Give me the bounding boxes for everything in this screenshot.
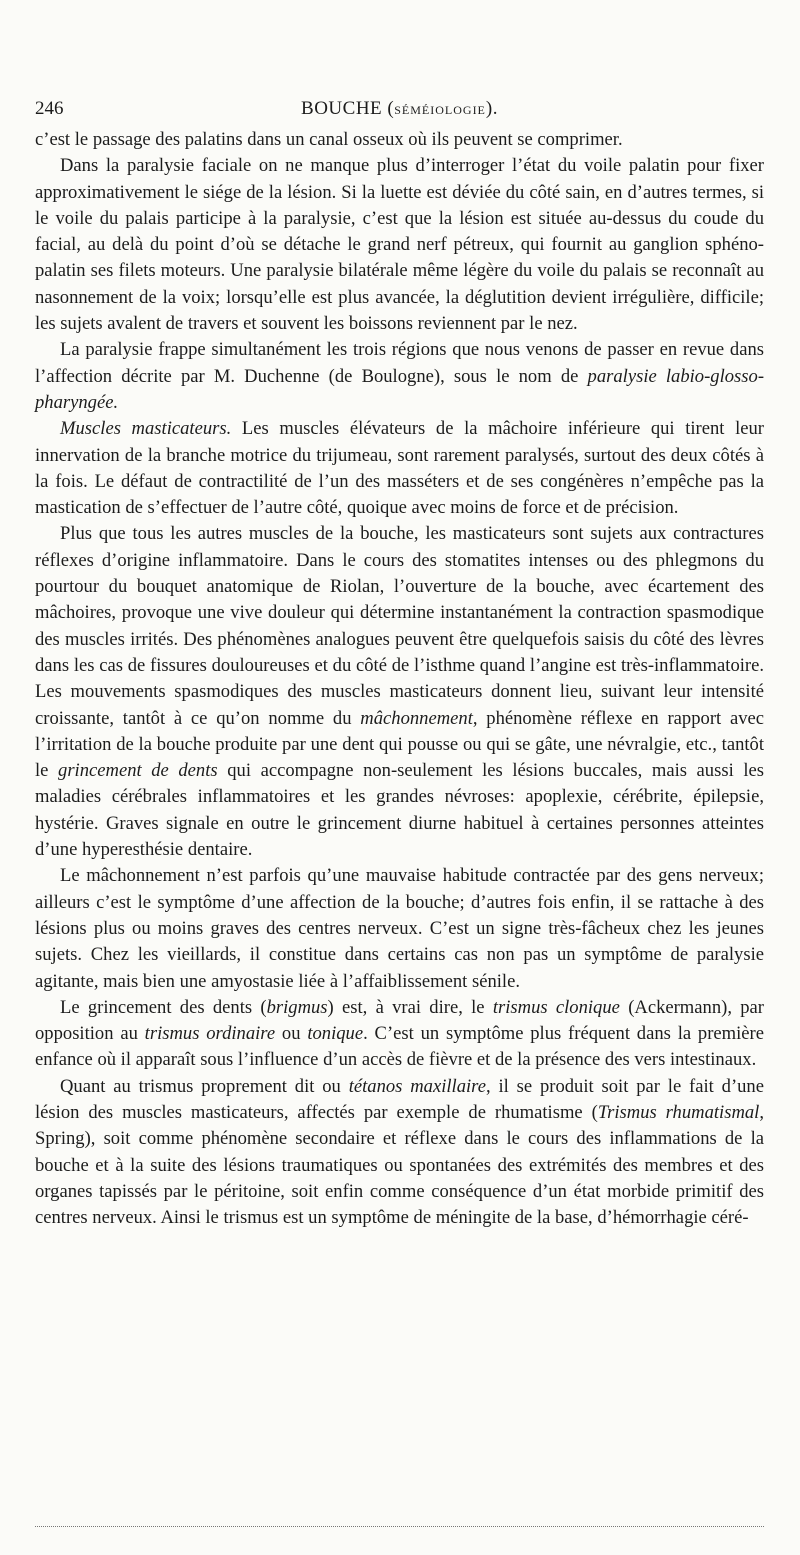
italic-text: trismus clonique (492, 996, 620, 1018)
italic-text: grincement de dents (58, 760, 218, 782)
page-number: 246 (35, 98, 64, 119)
text-run: , Spring), soit comme phénomène secondaire et réflexe dans le cours des inflammations de la bouche et à la suite des lésions traumatiques ou spontanées des extrémités des membres et des organes tapissés par le péritoine, soit enfin comme conséquence d’un état morbide primitif des centres nerveux. Ainsi le trismus est un symptôme de méningite de la base, d’hémorrhagie céré- (35, 1101, 764, 1229)
italic-text: brigmus (266, 996, 328, 1018)
paragraph (35, 153, 764, 337)
paragraph (35, 416, 764, 521)
text-run: . C’est un symptôme plus fréquent dans la première enfance où il apparaît sous l’influence d’un accès de fièvre et de la présence des vers intestinaux. (35, 1023, 764, 1071)
text-run: La paralysie frappe simultanément les trois régions que nous venons de passer en revue dans l’affection décrite par M. Duchenne (de Boulogne), sous le nom de (35, 339, 764, 387)
italic-text: tétanos maxillaire (348, 1075, 486, 1097)
paragraph (35, 1074, 764, 1232)
running-title-sub: SÉMÉIOLOGIE (394, 103, 486, 117)
italic-text: trismus ordinaire (144, 1023, 276, 1045)
paragraph (35, 995, 764, 1074)
paragraph (35, 127, 764, 153)
running-title: BOUCHE (SÉMÉIOLOGIE). (301, 98, 498, 119)
text-run: Quant au trismus proprement dit ou (60, 1075, 349, 1097)
text-run: Les muscles élévateurs de la mâchoire inférieure qui tirent leur innervation de la branche motrice du trijumeau, sont rarement paralysés, surtout des deux côtés à la fois. Le défaut de contractilité de l’un des masséters et de ses congénères n’empêche pas la mastication de s’effectuer de l’autre côté, quoique avec moins de force et de précision. (35, 418, 764, 519)
paragraph (35, 337, 764, 416)
text-run: Plus que tous les autres muscles de la bouche, les masticateurs sont sujets aux contractures réflexes d’origine inflammatoire. Dans le cours des stomatites intenses ou des phlegmons du pourtour du bouquet anatomique de Riolan, l’ouverture de la bouche, avec écartement des mâchoires, provoque une vive douleur qui détermine instantanément la contraction spasmodique des muscles irrités. Des phénomènes analogues peuvent être quelquefois saisis du côté des lèvres dans les cas de fissures douloureuses et du côté de l’isthme quand l’angine est très-inflammatoire. Les mouvements spasmodiques des muscles masticateurs donnent lieu, suivant leur intensité croissante, tantôt à ce qu’on nomme du (35, 523, 764, 729)
italic-text: Trismus rhumatismal (597, 1101, 760, 1123)
text-run: , phénomène réflexe en rapport avec l’irritation de la bouche produite par une dent qui pousse ou qui se gâte, une névralgie, etc., tantôt le (35, 707, 765, 782)
text-run: ) est, à vrai dire, le (327, 996, 493, 1018)
running-title-main: BOUCHE (301, 98, 383, 119)
text-run: qui accompagne non-seulement les lésions buccales, mais aussi les maladies cérébrales inflammatoires et les grandes névroses: apoplexie, cérébrite, épilepsie, hystérie. Graves signale en outre le grincement diurne habituel à certaines personnes atteintes d’une hyperesthésie dentaire. (35, 760, 764, 861)
italic-text: Muscles masticateurs. (60, 418, 232, 440)
text-run: , il se produit soit par le fait d’une lésion des muscles masticateurs, affectés par exemple de rhumatisme ( (35, 1075, 764, 1123)
paragraph (35, 521, 764, 863)
body-text (35, 127, 764, 1231)
text-run: c’est le passage des palatins dans un canal osseux où ils peuvent se comprimer. (35, 129, 623, 150)
italic-text: tonique (307, 1023, 364, 1045)
running-header (35, 98, 764, 124)
text-run: Dans la paralysie faciale on ne manque plus d’interroger l’état du voile palatin pour fixer approximativement le siége de la lésion. Si la luette est déviée du côté sain, en d’autres termes, si le voile du palais participe à la paralysie, c’est que la lésion est située au-dessus du coude du facial, au delà du point d’où se détache le grand nerf pétreux, qui fournit au ganglion sphéno-palatin ses filets moteurs. Une paralysie bilatérale même légère du voile du palais se reconnaît au nasonnement de la voix; lorsqu’elle est plus avancée, la déglutition devient irrégulière, difficile; les sujets avalent de travers et souvent les boissons reviennent par le nez. (35, 155, 764, 335)
text-run: Le mâchonnement n’est parfois qu’une mauvaise habitude contractée par des gens nerveux; ailleurs c’est le symptôme d’une affection de la bouche; d’autres fois enfin, il se rattache à des lésions plus ou moins graves des centres nerveux. C’est un signe très-fâcheux chez les jeunes sujets. Chez les vieillards, il constitue dans certains cas non pas un symptôme de paralysie agitante, mais bien une amyostasie liée à l’affaiblissement sénile. (35, 865, 764, 992)
italic-text: mâchonnement (360, 707, 473, 729)
footer-rule (35, 1526, 764, 1527)
text-run: ou (275, 1023, 308, 1045)
text-run: Le grincement des dents ( (60, 996, 267, 1018)
text-run: (Ackermann), par opposition au (35, 996, 764, 1045)
paragraph (35, 863, 764, 994)
italic-text: paralysie labio-glosso-pharyngée. (35, 365, 765, 413)
